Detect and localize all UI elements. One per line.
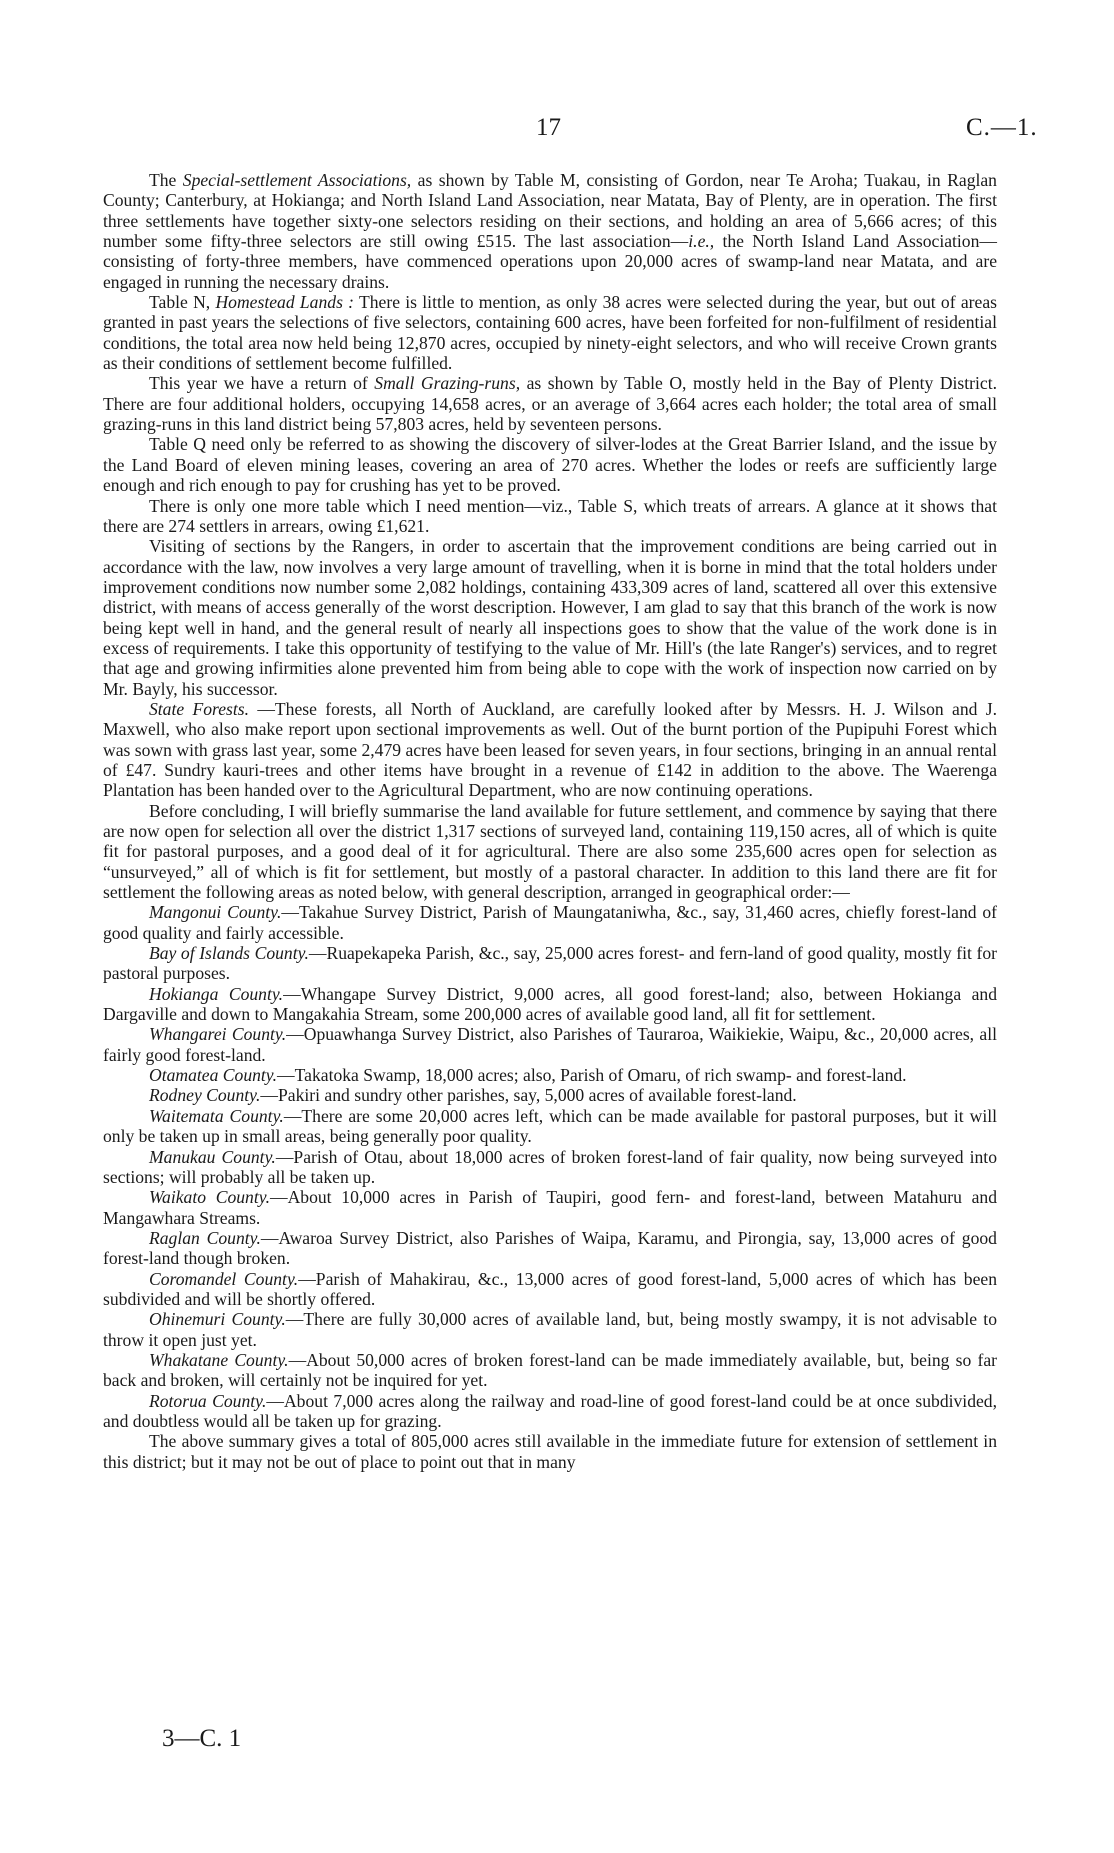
paragraph-text: —Parish of Mahakirau, &c., 13,000 acres of good forest-land, 5,000 acres of which has been subdivided and will be shortly offered. (103, 1268, 997, 1309)
paragraph-text: Table N, (149, 292, 216, 313)
paragraph (103, 170, 997, 292)
signature-mark: 3—C. 1 (162, 1725, 242, 1752)
paragraph-text: as shown by Table M, consisting of Gordon, near Te Aroha; Tuakau, in Raglan County; Canterbury, at Hokianga; and North Island Land Association, near Matata, Bay of Plenty, are in operation. The first three settlements have together sixty-one selectors residing on their sections, and holding an area of 5,666 acres; of this number some fifty-three selectors are still owing £515. The last association— (103, 170, 997, 252)
paragraph (103, 1187, 997, 1228)
section-label: Waitemata County. (149, 1105, 284, 1126)
document-reference: C.—1. (966, 114, 1038, 141)
italic-term: i.e., (688, 231, 715, 252)
paragraph-text: —About 50,000 acres of broken forest-land can be made immediately available, but, being so far back and broken, will certainly not be inquired for yet. (103, 1349, 997, 1391)
paragraph-text: This year we have a return of (149, 373, 375, 394)
paragraph-text: There is little to mention, as only 38 acres were selected during the year, but out of areas granted in past years the selections of five selectors, containing 600 acres, have been forfeited for non-fulfilment of residential conditions, the total area now held being 12,870 acres, occupied by ninety-eight selectors, and who will receive Crown grants as their conditions of settlement become fulfilled. (103, 292, 997, 374)
paragraph (103, 1269, 997, 1310)
paragraph (103, 292, 997, 373)
paragraph-text: —About 7,000 acres along the railway and road-line of good forest-land could be at once subdivided, and doubtless would all be taken up for grazing. (103, 1390, 997, 1431)
paragraph-text: Visiting of sections by the Rangers, in order to ascertain that the improvement conditions are being carried out in accordance with the law, now involves a very large amount of travelling, when it is borne in mind that the total holders under improvement conditions now number some 2,082 holdings, containing 433,309 acres of land, scattered all over this extensive district, with means of access generally of the worst description. However, I am glad to say that this branch of the work is now being kept well in hand, and the general result of nearly all inspections goes to show that the value of the work done is in excess of requirements. I take this opportunity of testifying to the value of Mr. Hill's (the late Ranger's) services, and to regret that age and growing infirmities alone prevented him from being able to cope with the work of inspection now carried on by Mr. Bayly, his successor. (103, 536, 997, 699)
italic-term: Small Grazing-runs, (374, 373, 521, 394)
section-label: Ohinemuri County. (149, 1309, 286, 1330)
paragraph (103, 984, 997, 1025)
paragraph-text: —Parish of Otau, about 18,000 acres of broken forest-land of fair quality, now being surveyed into sections; will probably all be taken up. (103, 1146, 997, 1187)
section-label: Otamatea County. (149, 1065, 278, 1086)
paragraph (103, 1065, 997, 1085)
paragraph-text: —Takatoka Swamp, 18,000 acres; also, Parish of Omaru, of rich swamp- and forest-land. (277, 1065, 907, 1086)
paragraph (103, 1350, 997, 1391)
section-label: Hokianga County. (149, 983, 284, 1004)
paragraph (103, 699, 997, 801)
paragraph (103, 902, 997, 943)
paragraph-text: There is only one more table which I need mention—viz., Table S, which treats of arrears. A glance at it shows that there are 274 settlers in arrears, owing £1,621. (103, 495, 997, 536)
page-number: 17 (536, 114, 561, 141)
paragraph (103, 434, 997, 495)
section-label: Mangonui County. (149, 902, 282, 923)
section-label: Rotorua County. (149, 1390, 267, 1411)
paragraph (103, 1147, 997, 1188)
paragraph-text: The above summary gives a total of 805,000 acres still available in the immediate future for extension of settlement in this district; but it may not be out of place to point out that in many (103, 1431, 997, 1472)
paragraph-text: —Ruapekapeka Parish, &c., say, 25,000 acres forest- and fern-land of good quality, mostly fit for pastoral purposes. (103, 943, 997, 984)
paragraph-text: as shown by Table O, mostly held in the Bay of Plenty District. There are four additional holders, occupying 14,658 acres, or an average of 3,664 acres each holder; the total area of small grazing-runs in this land district being 57,803 acres, held by seventeen persons. (103, 373, 997, 435)
paragraph (103, 1391, 997, 1432)
section-label: Whakatane County. (149, 1349, 289, 1370)
section-label: Waikato County. (149, 1187, 270, 1208)
paragraph-text: —Whangape Survey District, 9,000 acres, all good forest-land; also, between Hokianga and Dargaville and down to Mangakahia Stream, some 200,000 acres of available good land, all fit for settlement. (103, 983, 997, 1025)
paragraph-text: —These forests, all North of Auckland, are carefully looked after by Messrs. H. J. Wilson and J. Maxwell, who also make report upon sectional improvements as well. Out of the burnt portion of the Pupipuhi Forest which was sown with grass last year, some 2,479 acres have been leased for seven years, in four sections, bringing in an annual rental of £47. Sundry kauri-trees and other items have brought in a revenue of £142 in addition to the above. The Waerenga Plantation has been handed over to the Agricultural Department, who are now continuing operations. (103, 698, 997, 801)
paragraph (103, 496, 997, 537)
section-label: Raglan County. (149, 1227, 261, 1248)
paragraph-text: —There are some 20,000 acres left, which can be made available for pastoral purposes, but it will only be taken up in small areas, being generally poor quality. (103, 1105, 997, 1147)
section-label: State Forests. (149, 698, 250, 719)
section-label: Manukau County. (149, 1146, 276, 1167)
paragraph (103, 1309, 997, 1350)
paragraph (103, 1228, 997, 1269)
paragraph-text: Before concluding, I will briefly summarise the land available for future settlement, and commence by saying that there are now open for selection all over the district 1,317 sections of surveyed land, containing 119,150 acres, all of which is quite fit for pastoral purposes, and a good deal of it for agricultural. There are also some 235,600 acres open for selection as “unsurveyed,” all of which is fit for settlement, but mostly of a pastoral character. In addition to this land there are fit for settlement the following areas as noted below, with general description, arranged in geographical order:— (103, 800, 997, 903)
section-label: Bay of Islands County. (149, 943, 309, 964)
paragraph-text: —Pakiri and sundry other parishes, say, 5,000 acres of available forest-land. (260, 1085, 797, 1106)
paragraph (103, 1085, 997, 1105)
paragraph (103, 943, 997, 984)
paragraph (103, 801, 997, 903)
paragraph (103, 1431, 997, 1472)
paragraph-text: —About 10,000 acres in Parish of Taupiri, good fern- and forest-land, between Matahuru and Mangawhara Streams. (103, 1187, 998, 1228)
italic-term: Special-settlement Associations, (182, 170, 412, 190)
paragraph-text: Table Q need only be referred to as showing the discovery of silver-lodes at the Great Barrier Island, and the issue by the Land Board of eleven mining leases, covering an area of 270 acres. Whether the lodes or reefs are sufficiently large enough and rich enough to pay for crushing has yet to be proved. (103, 434, 997, 496)
paragraph-text: —Opuawhanga Survey District, also Parishes of Tauraroa, Waikiekie, Waipu, &c., 20,000 acres, all fairly good forest-land. (103, 1024, 997, 1065)
paragraph (103, 1024, 997, 1065)
paragraph-text: —Awaroa Survey District, also Parishes of Waipa, Karamu, and Pirongia, say, 13,000 acres of good forest-land though broken. (103, 1227, 997, 1269)
paragraph-text: —There are fully 30,000 acres of available land, but, being mostly swampy, it is not advisable to throw it open just yet. (103, 1309, 997, 1350)
paragraph-text: The (149, 170, 183, 190)
body-text (103, 170, 997, 1472)
section-label: Coromandel County. (149, 1268, 299, 1289)
paragraph (103, 536, 997, 699)
italic-term: Homestead Lands : (215, 292, 355, 313)
section-label: Whangarei County. (149, 1024, 287, 1045)
paragraph (103, 1106, 997, 1147)
section-label: Rodney County. (149, 1085, 261, 1106)
paragraph (103, 373, 997, 434)
paragraph-text: —Takahue Survey District, Parish of Maungataniwha, &c., say, 31,460 acres, chiefly forest-land of good quality and fairly accessible. (103, 902, 997, 943)
paragraph-text: the North Island Land Association—consisting of forty-three members, have commenced operations upon 20,000 acres of swamp-land near Matata, and are engaged in running the necessary drains. (103, 231, 997, 292)
